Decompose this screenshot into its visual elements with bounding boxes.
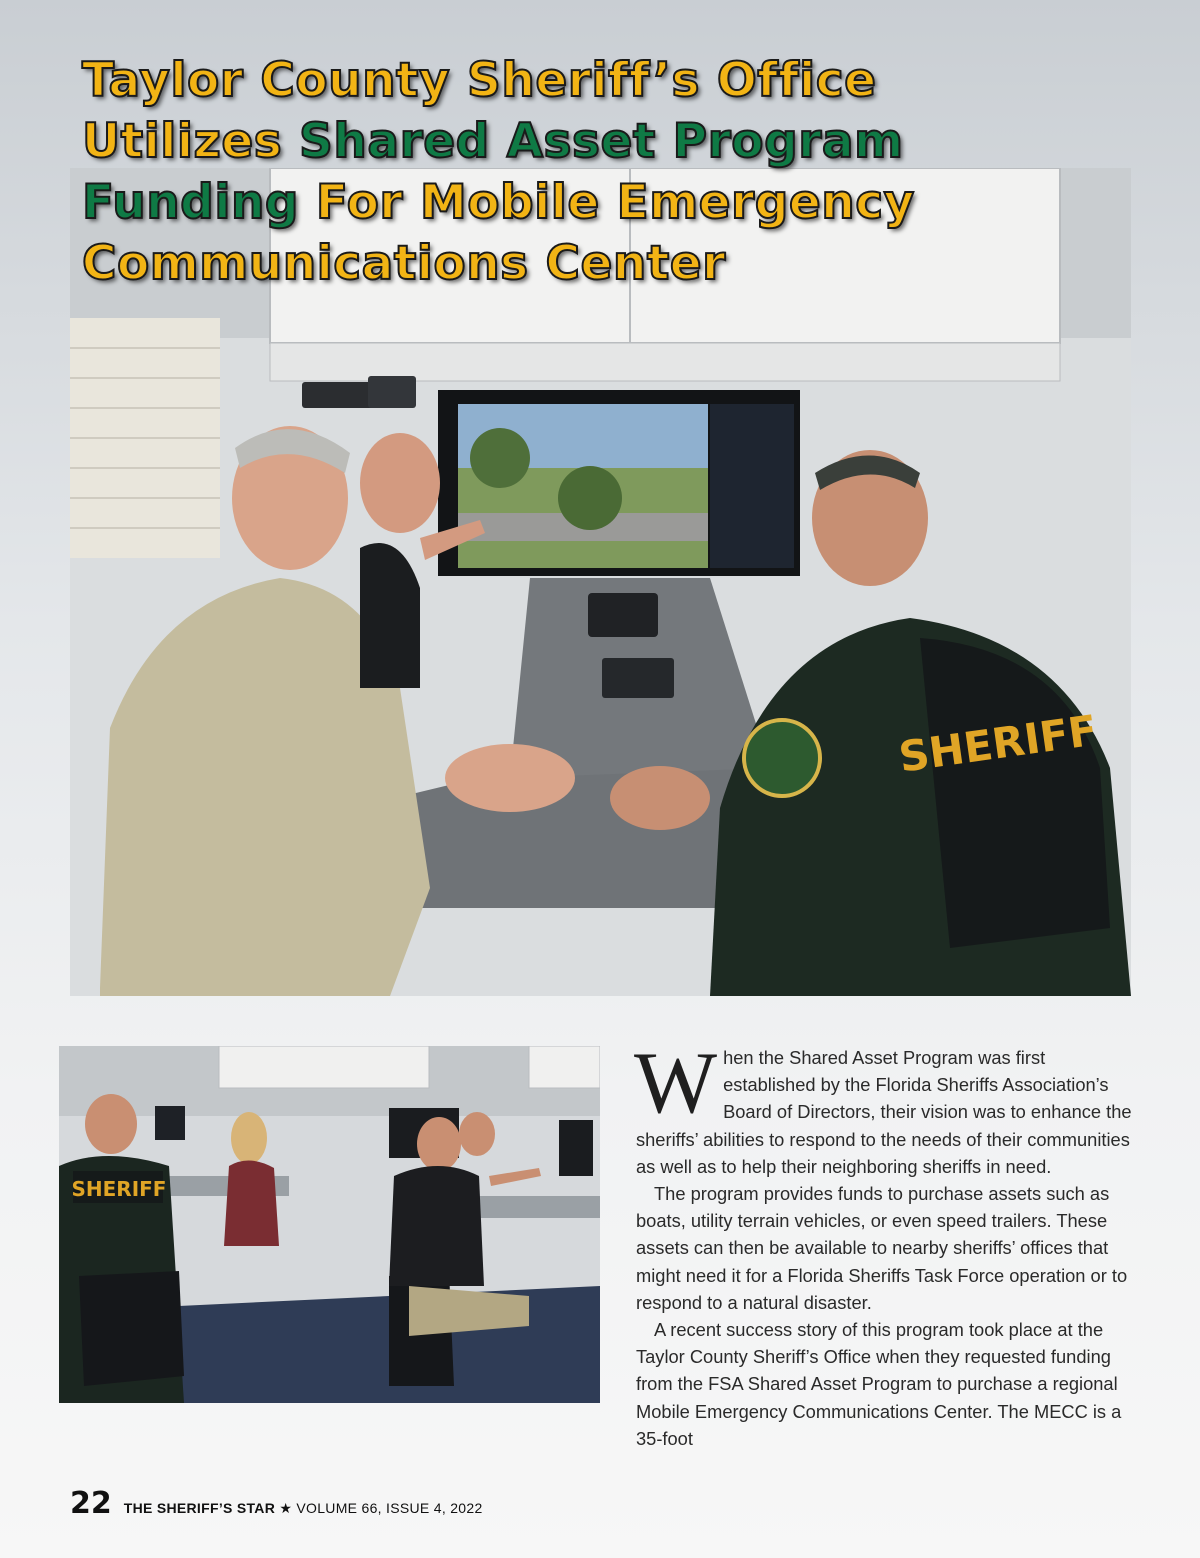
inset-vest-label: SHERIFF: [71, 1177, 167, 1201]
article-paragraph-3: A recent success story of this program took place at the Taylor County Sheriff’s Office when they requested funding from the FSA Shared Asset Program to purchase a regional Mobile Emergency Communications Center. The MECC is a 35-foot: [636, 1319, 1122, 1449]
headline-line-4: Communications Center: [82, 236, 726, 291]
headline-line-3-gold: For Mobile Emergency: [315, 175, 915, 230]
running-title: [124, 1500, 483, 1517]
headline-line-2: [82, 111, 1082, 172]
paragraph-1-text: hen the Shared Asset Program was first established by the Florida Sheriffs Association’s Board of Directors, their vision was to enhance the sheriffs’ abilities to respond to the needs of their communities as well as to help their neighboring sheriffs in need.: [636, 1047, 1132, 1177]
article-paragraph-2: The program provides funds to purchase assets such as boats, utility terrain vehicles, or even speed trailers. These assets can then be available to nearby sheriffs’ offices that might need it for a Florida Sheriffs Task Force operation or to respond to a natural disaster.: [636, 1183, 1128, 1313]
vest-label: SHERIFF: [895, 705, 1101, 782]
headline-line-3: [82, 172, 1082, 233]
headline-line-2-gold: Utilizes: [82, 114, 300, 169]
page-number: 22: [70, 1486, 112, 1521]
article-paragraph-1: [634, 1035, 1134, 1180]
article-body: [634, 1035, 1134, 1452]
drop-cap: W: [634, 1035, 718, 1132]
workstation-scene: [59, 1046, 600, 1403]
page-footer: [70, 1486, 483, 1526]
headline-line-1: Taylor County Sheriff’s Office: [82, 53, 877, 108]
headline-line-2-green: Shared Asset Program: [299, 114, 904, 169]
headline-line-3-green: Funding: [82, 175, 316, 230]
star-icon: ★: [279, 1500, 293, 1516]
publication-name: THE SHERIFF’S STAR: [123, 1500, 276, 1516]
issue-info: VOLUME 66, ISSUE 4, 2022: [296, 1500, 483, 1516]
page-headline: [82, 50, 1082, 294]
inset-photo: [59, 1046, 600, 1403]
